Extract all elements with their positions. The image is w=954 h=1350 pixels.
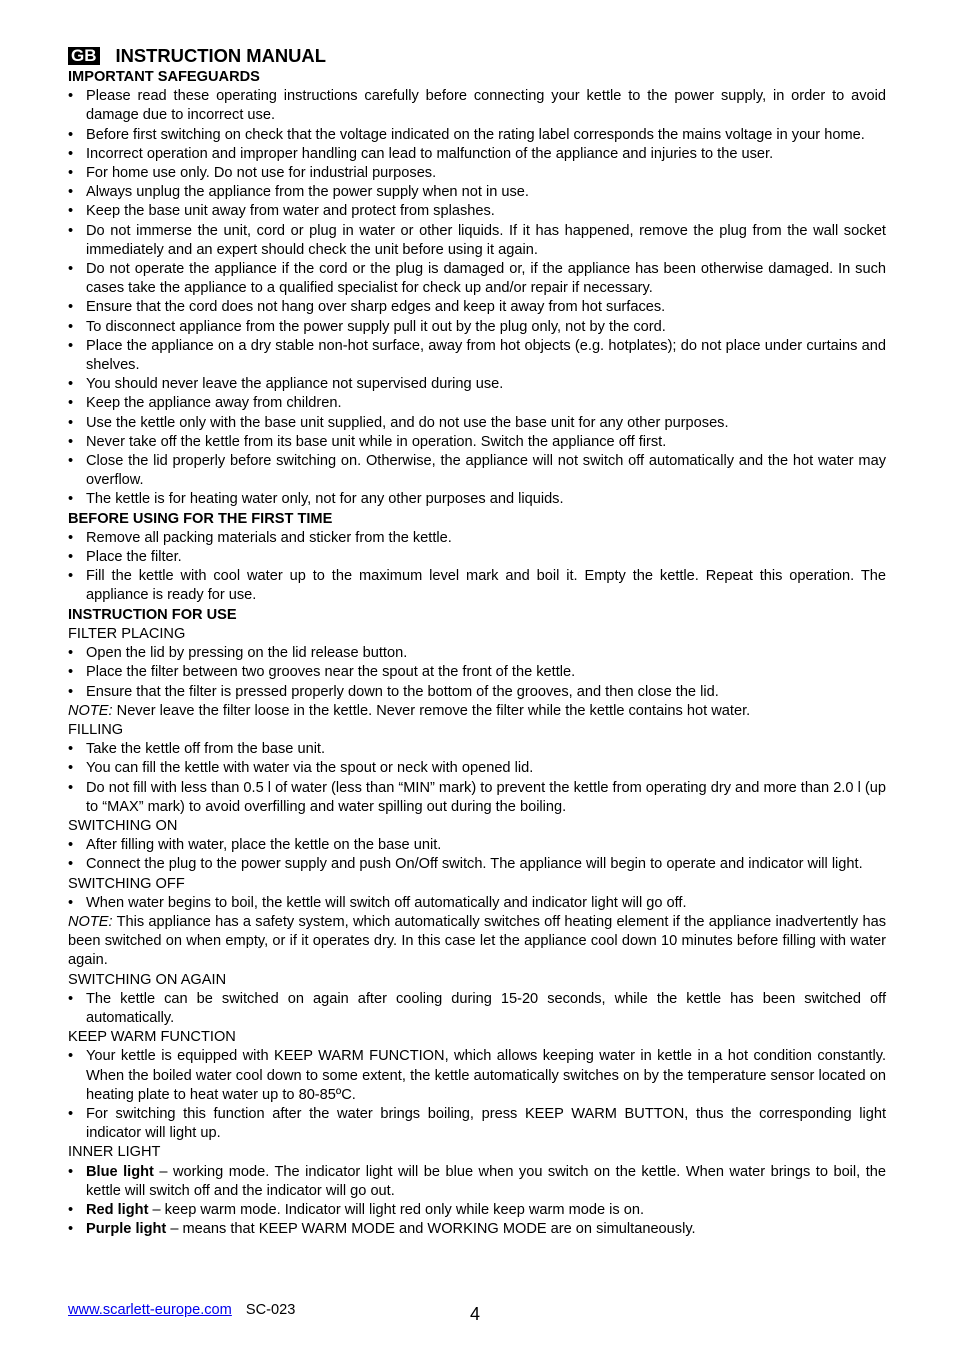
website-link[interactable]: www.scarlett-europe.com [68, 1302, 232, 1318]
model-number: SC-023 [245, 1302, 296, 1318]
list-item: • The kettle can be switched on again after cooling during 15-20 seconds, while the kettle has been switched off automatically. [68, 990, 886, 1028]
list-item: • Take the kettle off from the base unit. [68, 740, 886, 759]
inner-light-list [68, 1163, 886, 1240]
list-item: • Remove all packing materials and sticker from the kettle. [68, 529, 886, 548]
blue-light-text: – working mode. The indicator light will be blue when you switch on the kettle. When water brings to boil, the kettle will switch off and the indicator will go out. [86, 1163, 886, 1199]
list-item: • Open the lid by pressing on the lid release button. [68, 644, 886, 663]
switching-again-list [68, 990, 886, 1028]
list-item: • Always unplug the appliance from the power supply when not in use. [68, 183, 886, 202]
switching-on-list [68, 836, 886, 874]
page-title: INSTRUCTION MANUAL [115, 45, 326, 67]
note-text: Never leave the filter loose in the kettle. Never remove the filter while the kettle contains hot water. [112, 702, 751, 719]
blue-light-label: Blue light [86, 1163, 154, 1180]
note-label: NOTE: [68, 702, 113, 719]
list-item: • Incorrect operation and improper handling can lead to malfunction of the appliance and injuries to the user. [68, 145, 886, 164]
list-item: • Fill the kettle with cool water up to the maximum level mark and boil it. Empty the kettle. Repeat this operation. The appliance is ready for use. [68, 567, 886, 605]
page-footer [68, 1302, 886, 1326]
instruction-heading: INSTRUCTION FOR USE [68, 606, 237, 623]
list-item: • When water begins to boil, the kettle will switch off automatically and indicator light will go off. [68, 894, 886, 913]
filling-heading: FILLING [68, 721, 124, 738]
list-item: • Please read these operating instructions carefully before connecting your kettle to the power supply, in order to avoid damage due to incorrect use. [68, 87, 886, 125]
list-item: • For switching this function after the water brings boiling, press KEEP WARM BUTTON, thus the corresponding light indicator will light up. [68, 1105, 886, 1143]
list-item: • After filling with water, place the kettle on the base unit. [68, 836, 886, 855]
language-badge: GB [68, 47, 100, 65]
filter-list [68, 644, 886, 702]
inner-light-heading: INNER LIGHT [68, 1144, 161, 1161]
list-item: • Never take off the kettle from its base unit while in operation. Switch the appliance off first. [68, 433, 886, 452]
list-item: • Place the filter between two grooves near the spout at the front of the kettle. [68, 663, 886, 682]
list-item: • Close the lid properly before switching on. Otherwise, the appliance will not switch off automatically and the hot water may overflow. [68, 452, 886, 490]
list-item [68, 1201, 886, 1220]
manual-page [68, 44, 886, 1239]
title-row [68, 44, 886, 68]
list-item: • Place the appliance on a dry stable non-hot surface, away from hot objects (e.g. hotplates); do not place under curtains and shelves. [68, 337, 886, 375]
switching-off-heading: SWITCHING OFF [68, 875, 185, 892]
list-item: • Your kettle is equipped with KEEP WARM FUNCTION, which allows keeping water in kettle in a hot condition constantly. When the boiled water cool down to some extent, the kettle automatically switches on by the temperature sensor located on heating plate to heat water up to 80-85ºC. [68, 1047, 886, 1105]
purple-light-label: Purple light [86, 1221, 167, 1238]
note-label: NOTE: [68, 913, 113, 930]
first-time-list [68, 529, 886, 606]
list-item: • Place the filter. [68, 548, 886, 567]
purple-light-text: – means that KEEP WARM MODE and WORKING MODE are on simultaneously. [166, 1221, 696, 1238]
list-item: • Do not immerse the unit, cord or plug in water or other liquids. If it has happened, remove the plug from the wall socket immediately and an expert should check the unit before using it again. [68, 222, 886, 260]
list-item: • Ensure that the cord does not hang over sharp edges and keep it away from hot surfaces. [68, 298, 886, 317]
keep-warm-list [68, 1047, 886, 1143]
switching-off-list [68, 894, 886, 913]
list-item: • Ensure that the filter is pressed properly down to the bottom of the grooves, and then close the lid. [68, 683, 886, 702]
switching-again-heading: SWITCHING ON AGAIN [68, 971, 227, 988]
safeguards-heading: IMPORTANT SAFEGUARDS [68, 69, 260, 85]
list-item [68, 1163, 886, 1201]
list-item: • Keep the base unit away from water and protect from splashes. [68, 202, 886, 221]
list-item [68, 1220, 886, 1239]
first-time-heading: BEFORE USING FOR THE FIRST TIME [68, 510, 333, 527]
filter-heading: FILTER PLACING [68, 625, 186, 642]
safeguards-list [68, 87, 886, 509]
filter-note [68, 702, 886, 721]
list-item: • For home use only. Do not use for industrial purposes. [68, 164, 886, 183]
keep-warm-heading: KEEP WARM FUNCTION [68, 1029, 236, 1046]
red-light-label: Red light [86, 1201, 149, 1218]
list-item: • You can fill the kettle with water via the spout or neck with opened lid. [68, 759, 886, 778]
note-text: This appliance has a safety system, which automatically switches off heating element if the appliance inadvertently has been switched on when empty, or if it operates dry. In this case let the appliance cool down 10 minutes before filling with water again. [68, 913, 886, 969]
list-item: • Use the kettle only with the base unit supplied, and do not use the base unit for any other purposes. [68, 414, 886, 433]
list-item: • Connect the plug to the power supply and push On/Off switch. The appliance will begin to operate and indicator will light. [68, 855, 886, 874]
list-item: • Before first switching on check that the voltage indicated on the rating label corresponds the mains voltage in your home. [68, 126, 886, 145]
list-item: • Do not operate the appliance if the cord or the plug is damaged or, if the appliance has been otherwise damaged. In such cases take the appliance to a qualified specialist for check up and/or repair if necessary. [68, 260, 886, 298]
switching-off-note [68, 913, 886, 971]
list-item: • Keep the appliance away from children. [68, 394, 886, 413]
switching-on-heading: SWITCHING ON [68, 817, 178, 834]
filling-list [68, 740, 886, 817]
page-number: 4 [470, 1304, 481, 1324]
list-item: • You should never leave the appliance not supervised during use. [68, 375, 886, 394]
list-item: • Do not fill with less than 0.5 l of water (less than “MIN” mark) to prevent the kettle from operating dry and more than 2.0 l (up to “MAX” mark) to avoid overfilling and water spilling out during the boiling. [68, 779, 886, 817]
list-item: • To disconnect appliance from the power supply pull it out by the plug only, not by the cord. [68, 318, 886, 337]
list-item: • The kettle is for heating water only, not for any other purposes and liquids. [68, 490, 886, 509]
red-light-text: – keep warm mode. Indicator will light red only while keep warm mode is on. [148, 1201, 645, 1218]
